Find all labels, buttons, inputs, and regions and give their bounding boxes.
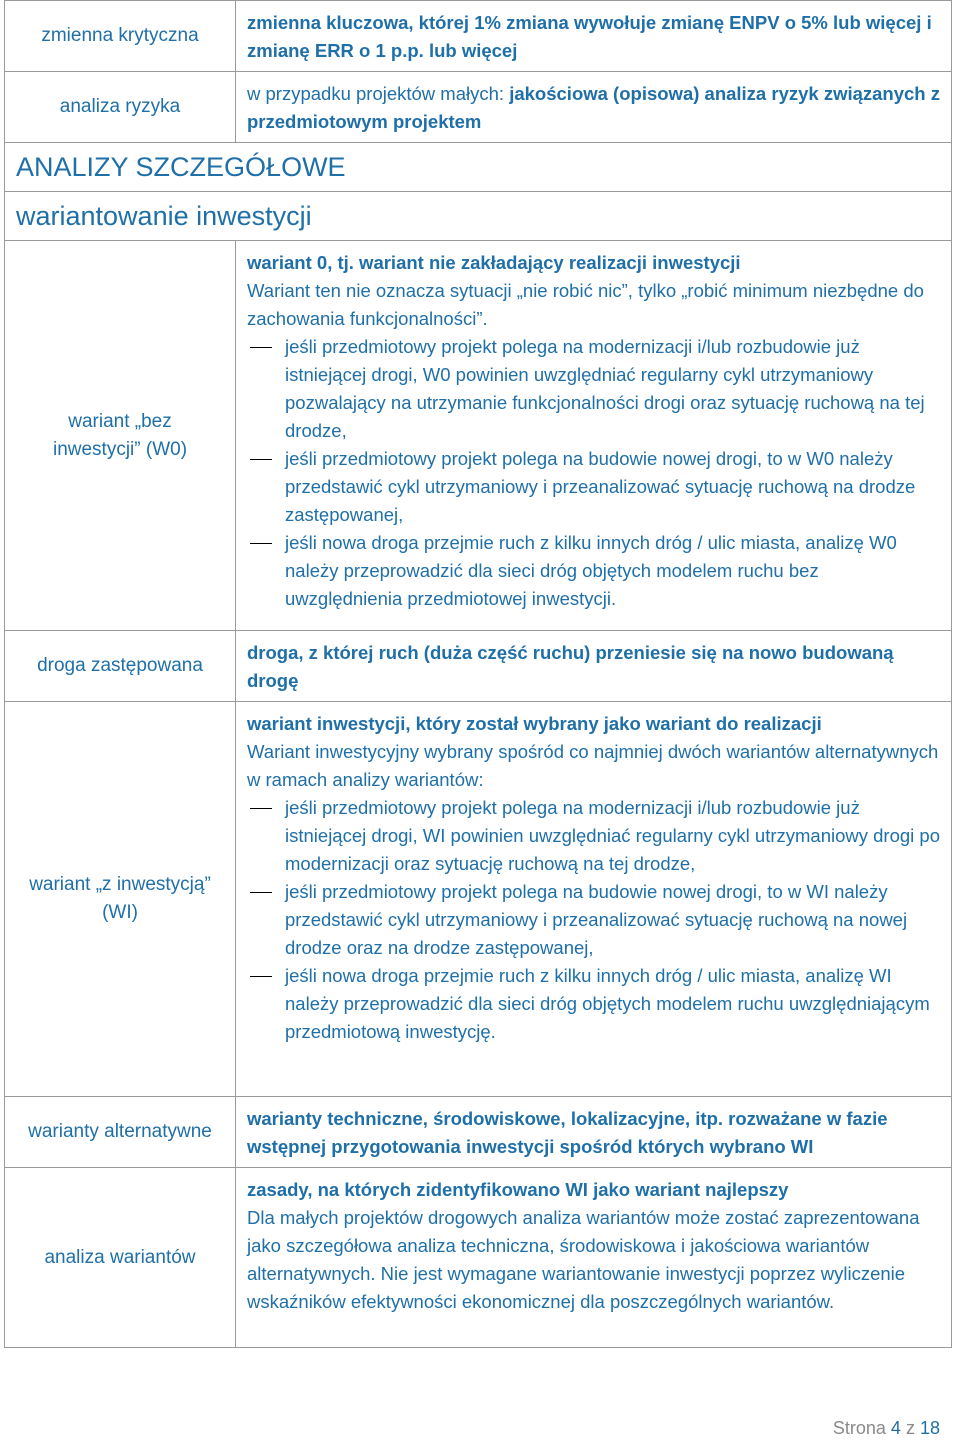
- def-alt-heading: warianty techniczne, środowiskowe, lokalizacyjne, itp. rozważane w fazie wstępnej przygotowania inwestycji spośród których wybrano WI: [247, 1108, 888, 1157]
- definition-cell: [236, 1097, 952, 1168]
- def-w0-intro: Wariant ten nie oznacza sytuacji „nie robić nic”, tylko „robić minimum niezbędne do zachowania funkcjonalności”.: [247, 280, 924, 329]
- bullet-text: jeśli nowa droga przejmie ruch z kilku innych dróg / ulic miasta, analizę WI należy przeprowadzić dla sieci dróg objętych modelem ruchu uwzględniającym przedmiotową inwestycję.: [285, 965, 930, 1042]
- glossary-table: [4, 0, 952, 1348]
- term-cell: [5, 1, 236, 72]
- term-droga-zastepowana: droga zastępowana: [37, 655, 203, 676]
- def-zmienna-krytyczna: zmienna kluczowa, której 1% zmiana wywołuje zmianę ENPV o 5% lub więcej i zmianę ERR o 1 p.p. lub więcej: [247, 12, 932, 61]
- section-header-row: [5, 143, 952, 192]
- footer-separator: z: [905, 1418, 915, 1438]
- definition-cell: [236, 702, 952, 1097]
- bullet-text: jeśli przedmiotowy projekt polega na budowie nowej drogi, to w W0 należy przedstawić cykl utrzymaniowy i przeanalizować sytuację ruchową na drodze zastępowanej,: [285, 448, 916, 525]
- term-cell: [5, 72, 236, 143]
- definition-cell: [236, 1168, 952, 1348]
- row-w0: [5, 241, 952, 631]
- bullet-text: jeśli przedmiotowy projekt polega na budowie nowej drogi, to w WI należy przedstawić cykl utrzymaniowy i przeanalizować sytuację ruchową na nowej drodze oraz na drodze zastępowanej,: [285, 881, 908, 958]
- term-cell: [5, 1097, 236, 1168]
- page-footer: [833, 1418, 940, 1439]
- row-analiza-ryzyka: [5, 72, 952, 143]
- row-zmienna-krytyczna: [5, 1, 952, 72]
- definition-cell: [236, 1, 952, 72]
- row-droga-zastepowana: [5, 631, 952, 702]
- section-header-row: [5, 192, 952, 241]
- section-title-wariantowanie: wariantowanie inwestycji: [16, 201, 312, 231]
- bullet-text: jeśli przedmiotowy projekt polega na modernizacji i/lub rozbudowie już istniejącej drogi, W0 powinien uwzględniać regularny cykl utrzymaniowy pozwalający na utrzymanie funkcjonalności drogi oraz sytuację ruchową na tej drodze,: [285, 336, 925, 441]
- definition-cell: [236, 241, 952, 631]
- definition-cell: [236, 72, 952, 143]
- def-w0-heading: wariant 0, tj. wariant nie zakładający realizacji inwestycji: [247, 252, 741, 273]
- bullet-text: jeśli nowa droga przejmie ruch z kilku innych dróg / ulic miasta, analizę W0 należy przeprowadzić dla sieci dróg objętych modelem ruchu bez uwzględnienia przedmiotowej inwestycji.: [285, 532, 897, 609]
- def-wi-intro: Wariant inwestycyjny wybrany spośród co najmniej dwóch wariantów alternatywnych w ramach analizy wariantów:: [247, 741, 939, 790]
- def-droga-heading: droga, z której ruch (duża część ruchu) przeniesie się na nowo budowaną drogę: [247, 642, 894, 691]
- term-cell: [5, 702, 236, 1097]
- term-cell: [5, 1168, 236, 1348]
- def-analiza-ryzyka: w przypadku projektów małych: jakościowa (opisowa) analiza ryzyk związanych z przedmiotowym projektem: [247, 83, 940, 132]
- def-wi-heading: wariant inwestycji, który został wybrany jako wariant do realizacji: [247, 713, 822, 734]
- footer-label: Strona: [832, 1418, 886, 1438]
- bullet-item: [247, 529, 941, 613]
- definition-cell: [236, 631, 952, 702]
- row-analiza-wariantow: [5, 1168, 952, 1348]
- term-zmienna-krytyczna: zmienna krytyczna: [41, 25, 199, 46]
- bullet-item: [247, 445, 941, 529]
- section-cell: [5, 143, 952, 192]
- term-analiza-wariantow: analiza wariantów: [44, 1246, 196, 1268]
- term-cell: [5, 241, 236, 631]
- bullet-item: [247, 962, 941, 1046]
- bullet-text: jeśli przedmiotowy projekt polega na modernizacji i/lub rozbudowie już istniejącej drogi, WI powinien uwzględniać regularny cykl utrzymaniowy drogi po modernizacji oraz sytuację ruchową na tej drodze,: [285, 797, 940, 874]
- term-warianty-alternatywne: warianty alternatywne: [28, 1121, 212, 1142]
- section-cell: [5, 192, 952, 241]
- term-analiza-ryzyka: analiza ryzyka: [59, 96, 181, 117]
- bullet-item: [247, 878, 941, 962]
- bullet-item: [247, 794, 941, 878]
- row-wi: [5, 702, 952, 1097]
- footer-total-pages: 18: [919, 1418, 940, 1438]
- term-w0: wariant „bez inwestycji” (W0): [52, 410, 188, 460]
- term-wi: wariant „z inwestycją” (WI): [29, 874, 211, 923]
- row-warianty-alternatywne: [5, 1097, 952, 1168]
- term-cell: [5, 631, 236, 702]
- def-analiza-body: Dla małych projektów drogowych analiza wariantów może zostać zaprezentowana jako szczegółowa analiza techniczna, środowiskowa i jakościowa wariantów alternatywnych. Nie jest wymagane wariantowanie inwestycji poprzez wyliczenie wskaźników efektywności ekonomicznej dla poszczególnych wariantów.: [247, 1207, 920, 1312]
- bullet-item: [247, 333, 941, 445]
- def-analiza-heading: zasady, na których zidentyfikowano WI jako wariant najlepszy: [247, 1179, 789, 1200]
- footer-page-number: 4: [890, 1418, 901, 1438]
- section-title-analizy: ANALIZY SZCZEGÓŁOWE: [16, 152, 346, 182]
